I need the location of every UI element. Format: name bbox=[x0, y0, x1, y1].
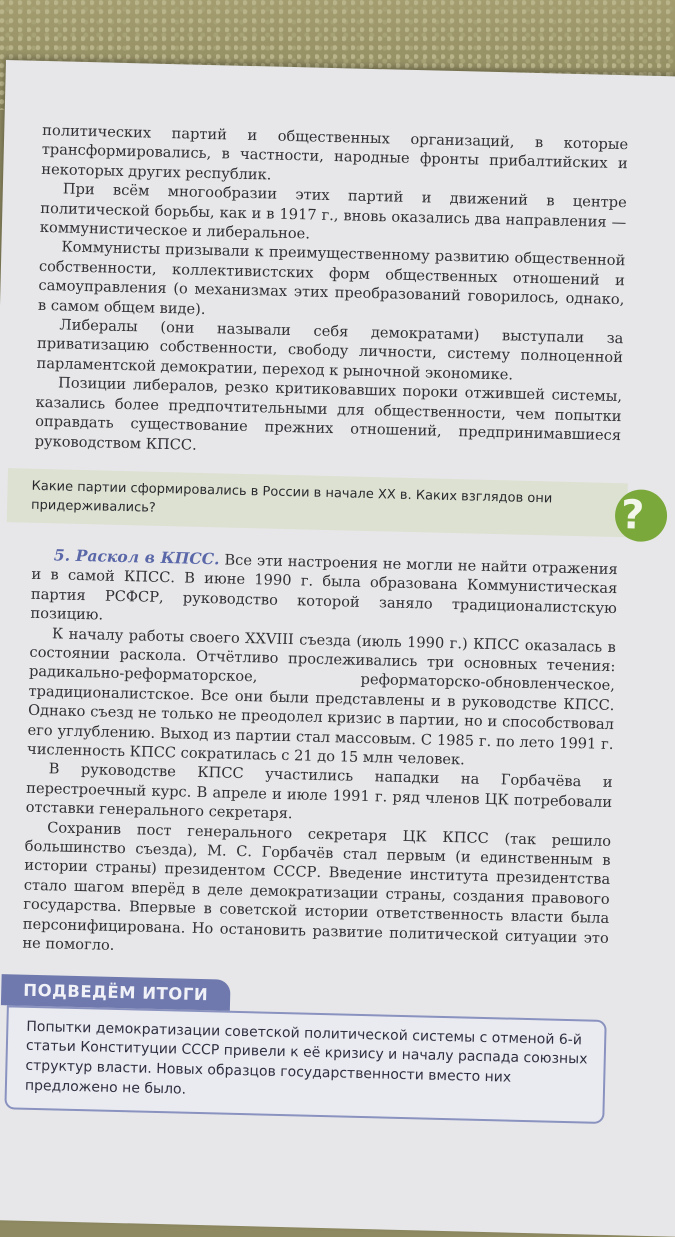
page-content bbox=[18, 121, 645, 1124]
question-text: Какие партии сформировались в России в начале XX в. Каких взглядов они придерживались? bbox=[30, 478, 553, 516]
paragraph: В руководстве КПСС участились нападки на Горбачёва и перестроечный курс. В апреле и июле 1991 г. ряд членов ЦК потребовали отставки генерального секретаря. bbox=[25, 760, 613, 823]
section-lead-paragraph bbox=[30, 545, 618, 638]
summary-text: Попытки демократизации советской политической системы с отменой 6-й статьи Конституции СССР привели к её кризису и началу распада союзных структур власти. Новых образцов государственности вместо них предложено не было. bbox=[24, 1018, 588, 1098]
paragraph: Либералы (они называли себя демократами) выступали за приватизацию собственности, свободу личности, систему полноценной парламентской демократии, переход к рыночной экономике. bbox=[36, 316, 624, 384]
section-lead: Все эти настроения не могли не найти отражения и в самой КПСС. В июне 1990 г. была образована Коммунистическая партия РСФСР, руководство которой заняло традиционалистскую позицию. bbox=[30, 551, 618, 624]
paragraph: При всём многообразии этих партий и движений в центре политической борьбы, как и в 1917 г., вновь оказались два направления — коммунистическое и либеральное. bbox=[39, 180, 627, 243]
section-title: 5. Раскол в КПСС. bbox=[53, 545, 220, 569]
paragraph: политических партий и общественных организаций, в которые трансформировались, в частности, народные фронты прибалтийских и некоторых других республик. bbox=[41, 121, 629, 184]
paragraph: Коммунисты призывали к преимущественному развитию общественной собственности, коллективистских форм общественных отношений и самоуправления (о механизмах этих преобразований говорилось, однако, в самом общем виде). bbox=[37, 238, 626, 318]
paragraph: Сохранив пост генерального секретаря ЦК КПСС (так решило большинство съезда), М. С. Горбачёв стал первым (и единственным в истории страны) президентом СССР. Введение института президентства стало шагом вперёд в деле демократизации страны, создания правового государства. Впервые в советской истории ответственность власти была персонифицирована. Но остановить развитие политической ситуации это не помогло. bbox=[22, 818, 612, 954]
summary-heading: ПОДВЕДЁМ ИТОГИ bbox=[1, 975, 231, 1011]
paragraph: К началу работы своего XXVIII съезда (июль 1990 г.) КПСС оказалась в состоянии раскола. Отчётливо прослеживались три основных течения: радикально-реформаторское, реформаторско-обновленческое, традиционалистское. Все они были представлены и в руководстве КПСС. Однако съезд не только не преодолел кризис в партии, но и способствовал его углублению. Выход из партии стал массовым. С 1985 г. по лето 1991 г. численность КПСС сократилась с 21 до 15 млн человек. bbox=[26, 624, 617, 769]
summary-box bbox=[4, 1005, 606, 1124]
paragraph: Позиции либералов, резко критиковавших пороки отжившей системы, казались более предпочтительными для общественности, чем попытки оправдать существование прежних отношений, предпринимавшиеся руководством КПСС. bbox=[34, 374, 623, 454]
question-icon: ? bbox=[614, 489, 667, 542]
textbook-page bbox=[0, 60, 675, 1237]
section-5 bbox=[22, 545, 618, 968]
question-box bbox=[7, 468, 645, 539]
